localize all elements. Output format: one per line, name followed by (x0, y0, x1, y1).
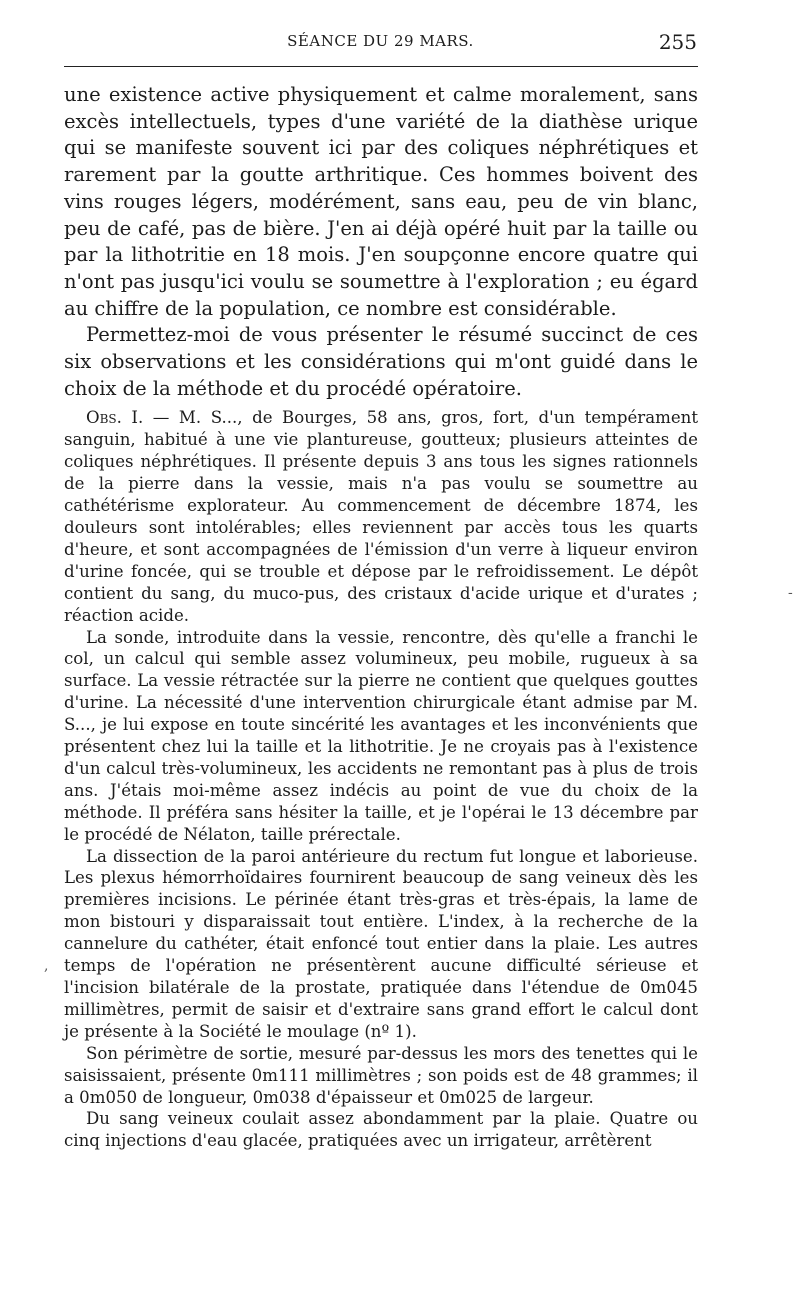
page-header (64, 30, 697, 58)
observation-label: Obs. I. (86, 408, 144, 428)
running-title: SÉANCE DU 29 MARS. (287, 32, 474, 50)
observation-1-text: — M. S..., de Bourges, 58 ans, gros, fort, d'un tempérament sanguin, habitué à une vie plantureuse, goutteux; plusieurs atteintes de coliques néphrétiques. Il présente depuis 3 ans tous les signes rationnels de la pierre dans la vessie, mais n'a pas voulu se soumettre au cathétérisme explorateur. Au commencement de décembre 1874, les douleurs sont intolérables; elles reviennent par accès tous les quarts d'heure, et sont accompagnées de l'émission d'un verre à liqueur environ d'urine foncée, qui se trouble et dépose par le refroidissement. Le dépôt contient du sang, du muco-pus, des cristaux d'acide urique et d'urates ; réaction acide. (64, 408, 698, 625)
observation-paragraph: La sonde, introduite dans la vessie, rencontre, dès qu'elle a franchi le col, un calcul qui semble assez volumineux, peu mobile, rugueux à sa surface. La vessie rétractée sur la pierre ne contient que quelques gouttes d'urine. La nécessité d'une intervention chirurgicale étant admise par M. S..., je lui expose en toute sincérité les avantages et les inconvénients que présentent chez lui la taille et la lithotritie. Je ne croyais pas à l'existence d'un calcul très-volumineux, les accidents ne remontant pas à plus de trois ans. J'étais moi-même assez indécis au point de vue du choix de la méthode. Il préféra sans hésiter la taille, et je l'opérai le 13 décembre par le procédé de Nélaton, taille prérectale. (64, 627, 698, 844)
paragraph-intro-observations: Permettez-moi de vous présenter le résumé succinct de ces six observations et les considérations qui m'ont guidé dans le choix de la méthode et du procédé opératoire. (64, 323, 698, 400)
observation-paragraph: Du sang veineux coulait assez abondamment par la plaie. Quatre ou cinq injections d'eau glacée, pratiquées avec un irrigateur, arrêtèrent (64, 1109, 698, 1151)
main-text-block (64, 82, 698, 402)
body-text (64, 82, 698, 1152)
observation-block (64, 407, 698, 1152)
header-rule (64, 66, 698, 67)
paragraph-continuation: une existence active physiquement et calme moralement, sans excès intellectuels, types d'une variété de la diathèse urique qui se manifeste souvent ici par des coliques néphrétiques et rarement par la goutte arthritique. Ces hommes boivent des vins rouges légers, modérément, sans eau, peu de vin blanc, peu de café, pas de bière. J'en ai déjà opéré huit par la taille ou par la lithotritie en 18 mois. J'en soupçonne encore quatre qui n'ont pas jusqu'ici voulu se soumettre à l'exploration ; eu égard au chiffre de la population, ce nombre est considérable. (64, 83, 698, 320)
margin-mark: , (44, 958, 49, 974)
observation-1-opening (64, 407, 698, 626)
observation-paragraph: Son périmètre de sortie, mesuré par-dessus les mors des tenettes qui le saisissaient, présente 0m111 millimètres ; son poids est de 48 grammes; il a 0m050 de longueur, 0m038 d'épaisseur et 0m025 de largeur. (64, 1043, 698, 1107)
margin-mark: - (788, 585, 793, 601)
observation-paragraph: La dissection de la paroi antérieure du rectum fut longue et laborieuse. Les plexus hémorrhoïdaires fournirent beaucoup de sang veineux dès les premières incisions. Le périnée étant très-gras et très-épais, la lame de mon bistouri y disparaissait tout entière. L'index, à la recherche de la cannelure du cathéter, était enfoncé tout entier dans la plaie. Les autres temps de l'opération ne présentèrent aucune difficulté sérieuse et l'incision bilatérale de la prostate, pratiquée dans l'étendue de 0m045 millimètres, permit de saisir et d'extraire sans grand effort le calcul dont je présente à la Société le moulage (nº 1). (64, 846, 698, 1041)
page-number: 255 (658, 30, 697, 54)
